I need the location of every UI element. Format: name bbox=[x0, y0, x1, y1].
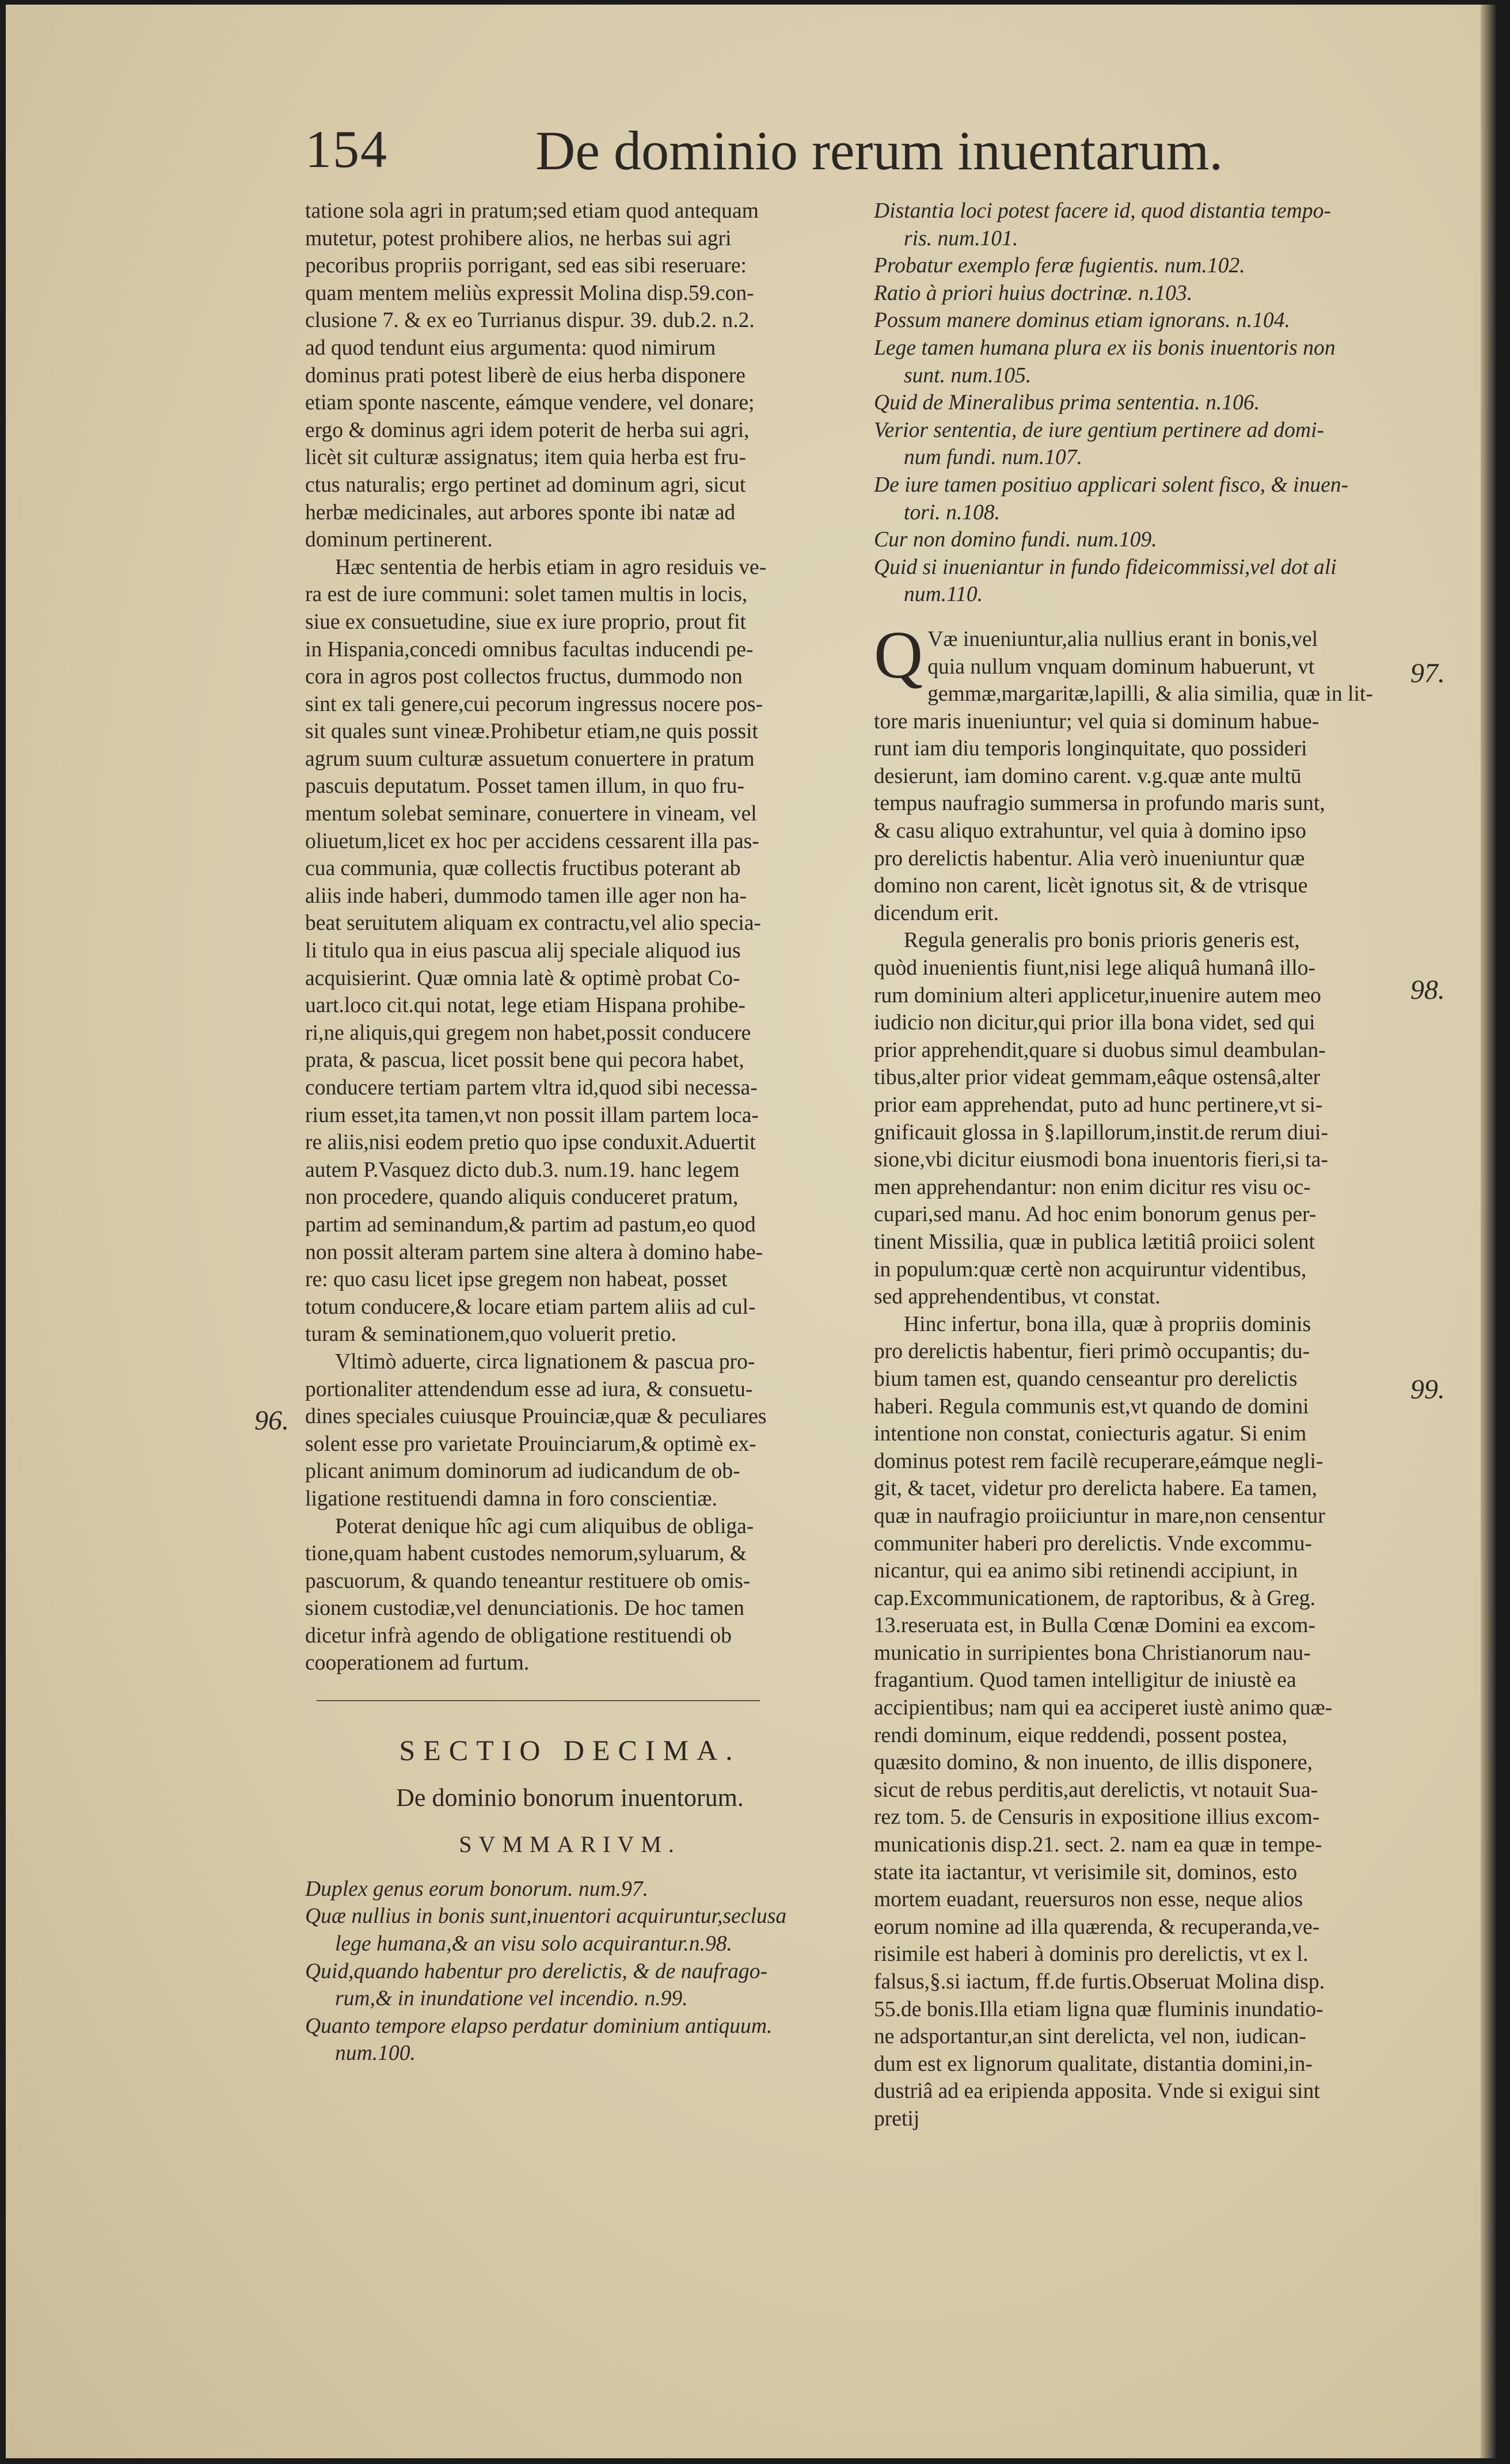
text-line: licèt sit culturæ assignatus; item quia herba est fru- bbox=[305, 446, 746, 470]
text-line: 55.de bonis.Illa etiam ligna quæ fluminis inundatio- bbox=[874, 1997, 1323, 2021]
text-line: dicendum erit. bbox=[874, 901, 999, 925]
text-line: desierunt, iam domino carent. v.g.quæ ante multū bbox=[874, 764, 1302, 788]
text-line: sit quales sunt vineæ.Prohibetur etiam,ne quis possit bbox=[305, 720, 758, 744]
running-title: De dominio rerum inuentarum. bbox=[535, 120, 1223, 181]
text-line: bium tamen est, quando censeantur pro derelictis bbox=[874, 1367, 1298, 1391]
text-line: quæsito domino, & non inuento, de illis disponere, bbox=[874, 1751, 1313, 1775]
summary-line: num.110. bbox=[904, 583, 983, 607]
text-line: tione,quam habent custodes nemorum,syluarum, & bbox=[305, 1542, 747, 1566]
text-line: ctus naturalis; ergo pertinet ad dominum agri, sicut bbox=[305, 473, 746, 497]
text-line: rium esset,ita tamen,vt non possit illam partem loca- bbox=[305, 1103, 759, 1127]
text-line: mortem euadant, reuersuros non esse, neque alios bbox=[874, 1888, 1303, 1912]
text-line: dines speciales cuiusque Prouinciæ,quæ & peculiares bbox=[305, 1405, 767, 1429]
margin-number-97: 97. bbox=[1410, 658, 1445, 689]
summary-line: Quid si inueniantur in fundo fideicommissi,vel dot ali bbox=[874, 555, 1337, 579]
summary-heading: SVMMARIVM. bbox=[459, 1831, 681, 1858]
text-line: acquisierint. Quæ omnia latè & optimè probat Co- bbox=[305, 966, 740, 990]
text-line: pro derelictis habentur, fieri primò occupantis; du- bbox=[874, 1340, 1310, 1364]
left-column bbox=[305, 197, 835, 2067]
text-line: solent esse pro varietate Prouinciarum,& optimè ex- bbox=[305, 1432, 756, 1456]
text-line: quia nullum vnquam dominum habuerunt, vt bbox=[927, 655, 1315, 679]
text-line: Poterat denique hîc agi cum aliquibus de obliga- bbox=[335, 1514, 754, 1538]
text-line: dustriâ ad ea eripienda apposita. Vnde si exigui sint bbox=[874, 2079, 1320, 2104]
summary-line: num fundi. num.107. bbox=[904, 446, 1083, 470]
margin-number-99: 99. bbox=[1410, 1374, 1445, 1405]
text-line: agrum suum culturæ assuetum conuertere in pratum bbox=[305, 747, 755, 771]
text-line: quòd inuenientis fiunt,nisi lege aliquâ humanâ illo- bbox=[874, 956, 1316, 980]
text-line: prior apprehendit,quare si duobus simul deambulan- bbox=[874, 1038, 1326, 1062]
text-line: gnificauit glossa in §.lapillorum,instit.de rerum diui- bbox=[874, 1120, 1329, 1144]
summary-line: Quæ nullius in bonis sunt,inuentori acquiruntur,seclusa bbox=[305, 1904, 787, 1929]
text-line: cap.Excommunicationem, de raptoribus, & à Greg. bbox=[874, 1586, 1315, 1610]
text-line: portionaliter attendendum esse ad iura, & consuetu- bbox=[305, 1377, 753, 1401]
text-line: dominus potest rem facilè recuperare,eámque negli- bbox=[874, 1449, 1323, 1473]
text-line: & casu aliquo extrahuntur, vel quia à domino ipso bbox=[874, 819, 1306, 843]
text-line: rendi dominum, eique reddendi, possent postea, bbox=[874, 1723, 1288, 1747]
text-line: fragantium. Quod tamen intelligitur de iniustè ea bbox=[874, 1668, 1296, 1693]
text-line: prior eam apprehendat, puto ad hunc pertinere,vt si- bbox=[874, 1093, 1323, 1117]
text-line: cua communia, quæ collectis fructibus poterant ab bbox=[305, 857, 741, 881]
text-line: tore maris inueniuntur; vel quia si dominum habue- bbox=[874, 709, 1319, 733]
text-line: falsus,§.si iactum, ff.de furtis.Obseruat Molina disp. bbox=[874, 1970, 1325, 1994]
summary-line: lege humana,& an visu solo acquirantur.n.98. bbox=[335, 1932, 732, 1956]
text-line: dominum pertinerent. bbox=[305, 528, 493, 552]
right-column bbox=[874, 197, 1405, 2133]
text-line: ri,ne aliquis,qui gregem non habet,possit conducere bbox=[305, 1021, 751, 1045]
text-line: re: quo casu licet ipse gregem non habeat, posset bbox=[305, 1268, 728, 1292]
text-line: risimile est haberi à dominis pro derelictis, vt ex l. bbox=[874, 1942, 1309, 1967]
text-line: tibus,alter prior videat gemmam,eâque ostensâ,alter bbox=[874, 1066, 1321, 1090]
text-line: rez tom. 5. de Censuris in expositione illius excom- bbox=[874, 1805, 1320, 1830]
text-line: cooperationem ad furtum. bbox=[305, 1651, 530, 1675]
text-line: communiter haberi pro derelictis. Vnde excommu- bbox=[874, 1531, 1313, 1556]
text-line: ligatione restituendi damna in foro conscientiæ. bbox=[305, 1486, 717, 1511]
text-line: dicetur infrà agendo de obligatione restituendi ob bbox=[305, 1623, 732, 1648]
text-line: accipientibus; nam qui ea acciperet iustè animo quæ- bbox=[874, 1696, 1333, 1720]
text-line: sint ex tali genere,cui pecorum ingressus nocere pos- bbox=[305, 692, 763, 716]
text-line: herbæ medicinales, aut arbores sponte ibi natæ ad bbox=[305, 500, 736, 524]
summary-line: Ratio à priori huius doctrinæ. n.103. bbox=[874, 281, 1193, 305]
text-line: sicut de rebus perditis,aut derelictis, vt notauit Sua- bbox=[874, 1778, 1318, 1802]
text-line: in Hispania,concedi omnibus facultas inducendi pe- bbox=[305, 637, 754, 661]
summary-line: De iure tamen positiuo applicari solent fisco, & inuen- bbox=[874, 473, 1349, 497]
text-line: li titulo qua in eius pascua alij speciale aliquod ius bbox=[305, 939, 741, 963]
text-line: 13.reseruata est, in Bulla Cœnæ Domini ea excom- bbox=[874, 1614, 1316, 1638]
summary-line: Lege tamen humana plura ex iis bonis inuentoris non bbox=[874, 336, 1336, 360]
text-line: Hæc sententia de herbis etiam in agro residuis ve- bbox=[335, 555, 767, 579]
text-line: pro derelictis habentur. Alia verò inueniuntur quæ bbox=[874, 846, 1305, 870]
drop-cap: Q bbox=[874, 617, 923, 693]
text-line: runt iam diu temporis longinquitate, quo possideri bbox=[874, 737, 1307, 761]
summary-line: num.100. bbox=[335, 2041, 416, 2066]
summary-line: Quanto tempore elapso perdatur dominium antiquum. bbox=[305, 2014, 773, 2038]
text-line: pascuis deputatum. Posset tamen illum, in quo fru- bbox=[305, 774, 744, 798]
text-line: in populum:quæ certè non acquiruntur videntibus, bbox=[874, 1257, 1307, 1282]
text-line: eorum nomine ad illa quærenda, & recuperanda,ve- bbox=[874, 1915, 1320, 1939]
text-line: intentione non constat, coniecturis agatur. Si enim bbox=[874, 1422, 1307, 1446]
text-line: sione,vbi dicitur eiusmodi bona inuentoris fieri,si ta- bbox=[874, 1148, 1328, 1172]
summary-line: rum,& in inundatione vel incendio. n.99. bbox=[335, 1987, 688, 2011]
text-line: men apprehendantur: non enim dicitur res visu oc- bbox=[874, 1175, 1311, 1199]
text-line: nicantur, qui ea animo sibi retinendi accipiunt, in bbox=[874, 1559, 1298, 1583]
text-line: etiam sponte nascente, eámque vendere, vel donare; bbox=[305, 391, 755, 415]
text-line: tempus naufragio summersa in profundo maris sunt, bbox=[874, 792, 1325, 816]
summary-line: Quid de Mineralibus prima sententia. n.106. bbox=[874, 391, 1260, 415]
text-line: pascuorum, & quando teneantur restituere ob omis- bbox=[305, 1569, 751, 1593]
text-line: ergo & dominus agri idem poterit de herba sui agri, bbox=[305, 418, 750, 442]
spacer bbox=[874, 609, 1405, 626]
text-line: non procedere, quando aliquis conduceret pratum, bbox=[305, 1185, 739, 1210]
margin-number-98: 98. bbox=[1410, 975, 1445, 1005]
text-line: dominus prati potest liberè de eius herba disponere bbox=[305, 363, 746, 387]
text-line: non possit alteram partem sine altera à domino habe- bbox=[305, 1240, 763, 1264]
summary-line: ris. num.101. bbox=[904, 226, 1018, 250]
text-line: prata, & pascua, licet possit bene qui pecora habet, bbox=[305, 1048, 744, 1073]
text-line: aliis inde haberi, dummodo tamen ille ager non ha- bbox=[305, 884, 747, 908]
summary-line: Verior sententia, de iure gentium pertinere ad domi- bbox=[874, 418, 1325, 442]
text-line: Vltimò aduerte, circa lignationem & pascua pro- bbox=[335, 1349, 755, 1374]
section-body bbox=[874, 617, 1405, 2133]
text-line: re aliis,nisi eodem pretio quo ipse conduxit.Aduertit bbox=[305, 1131, 756, 1155]
text-line: tinent Missilia, quæ in publica lætitiâ proiici solent bbox=[874, 1230, 1315, 1254]
summary-line: Cur non domino fundi. num.109. bbox=[874, 528, 1157, 552]
text-line: ad quod tendunt eius argumenta: quod nimirum bbox=[305, 336, 716, 360]
text-line: siue ex consuetudine, siue ex iure proprio, prout fit bbox=[305, 610, 746, 634]
text-line: oliuetum,licet ex hoc per accidens cessarent illa pas- bbox=[305, 829, 759, 853]
summary-line: Quid,quando habentur pro derelictis, & de naufrago- bbox=[305, 1959, 767, 1983]
text-line: rum dominium alteri applicetur,inuenire autem meo bbox=[874, 983, 1321, 1007]
text-line: uart.loco cit.qui notat, lege etiam Hispana prohibe- bbox=[305, 994, 746, 1018]
text-line: partim ad seminandum,& partim ad pastum,eo quod bbox=[305, 1212, 756, 1237]
summary-line: Probatur exemplo feræ fugientis. num.102. bbox=[874, 254, 1245, 278]
text-line: domino non carent, licèt ignotus sit, & de vtrisque bbox=[874, 874, 1308, 898]
book-page bbox=[6, 5, 1496, 2458]
text-line: ne adsportantur,an sint derelicta, vel non, iudican- bbox=[874, 2025, 1306, 2049]
summary-line: tori. n.108. bbox=[904, 500, 1001, 524]
text-line: municatio in surripientes bona Christianorum nau- bbox=[874, 1641, 1311, 1665]
text-line: quam mentem meliùs expressit Molina disp.59.con- bbox=[305, 281, 754, 305]
text-line: totum conducere,& locare etiam partem aliis ad cul- bbox=[305, 1295, 756, 1319]
text-line: haberi. Regula communis est,vt quando de domini bbox=[874, 1394, 1309, 1419]
text-line: state ita iactantur, vt verisimile sit, dominos, esto bbox=[874, 1860, 1298, 1884]
text-line: municationis disp.21. sect. 2. nam ea quæ in tempe- bbox=[874, 1833, 1322, 1857]
text-line: sed apprehendentibus, vt constat. bbox=[874, 1285, 1161, 1309]
summary-line: Distantia loci potest facere id, quod distantia tempo- bbox=[874, 199, 1331, 223]
text-line: Væ inueniuntur,alia nullius erant in bonis,vel bbox=[927, 627, 1318, 651]
text-line: Regula generalis pro bonis prioris generis est, bbox=[904, 929, 1300, 953]
text-line: pecoribus propriis porrigant, sed eas sibi reseruare: bbox=[305, 254, 747, 278]
book-spine-edge bbox=[1481, 5, 1496, 2458]
text-line: cora in agros post collectos fructus, dummodo non bbox=[305, 665, 743, 689]
section-title: SECTIO DECIMA. bbox=[399, 1734, 741, 1767]
section-subtitle: De dominio bonorum inuentorum. bbox=[396, 1783, 744, 1812]
text-line: pretij bbox=[874, 2106, 920, 2131]
text-line: quæ in naufragio proiiciuntur in mare,non censentur bbox=[874, 1504, 1325, 1528]
text-line: Hinc infertur, bona illa, quæ à propriis dominis bbox=[904, 1312, 1311, 1336]
text-line: git, & tacet, videtur pro derelicta habere. Ea tamen, bbox=[874, 1477, 1318, 1501]
text-line: plicant animum dominorum ad iudicandum de ob- bbox=[305, 1459, 740, 1484]
text-line: clusione 7. & ex eo Turrianus dispur. 39. dub.2. n.2. bbox=[305, 309, 755, 333]
page-header bbox=[305, 119, 1399, 193]
text-line: dum est ex lignorum qualitate, distantia domini,in- bbox=[874, 2052, 1313, 2076]
section-divider bbox=[317, 1700, 760, 1701]
text-line: autem P.Vasquez dicto dub.3. num.19. hanc legem bbox=[305, 1158, 740, 1182]
text-line: conducere tertiam partem vltra id,quod sibi necessa- bbox=[305, 1076, 758, 1100]
text-line: turam & seminationem,quo voluerit pretio. bbox=[305, 1322, 676, 1347]
text-line: gemmæ,margaritæ,lapilli, & alia similia, quæ in lit- bbox=[927, 682, 1373, 706]
text-line: sionem custodiæ,vel denunciationis. De hoc tamen bbox=[305, 1596, 744, 1621]
text-line: tatione sola agri in pratum;sed etiam quod antequam bbox=[305, 199, 759, 223]
text-line: beat seruitutem aliquam ex contractu,vel alio specia- bbox=[305, 911, 761, 936]
summary-line: sunt. num.105. bbox=[904, 363, 1032, 387]
summary-line: Possum manere dominus etiam ignorans. n.104. bbox=[874, 309, 1291, 333]
text-line: mutetur, potest prohibere alios, ne herbas sui agri bbox=[305, 226, 732, 250]
text-line: cupari,sed manu. Ad hoc enim bonorum genus per- bbox=[874, 1203, 1317, 1227]
text-line: ra est de iure communi: solet tamen multis in locis, bbox=[305, 583, 748, 607]
page-number: 154 bbox=[305, 120, 388, 178]
text-line: iudicio non dicitur,qui prior illa bona videt, sed qui bbox=[874, 1011, 1315, 1035]
summary-line: Duplex genus eorum bonorum. num.97. bbox=[305, 1877, 648, 1901]
margin-number-96: 96. bbox=[254, 1405, 289, 1436]
text-line: mentum solebat seminare, conuertere in vineam, vel bbox=[305, 802, 757, 826]
